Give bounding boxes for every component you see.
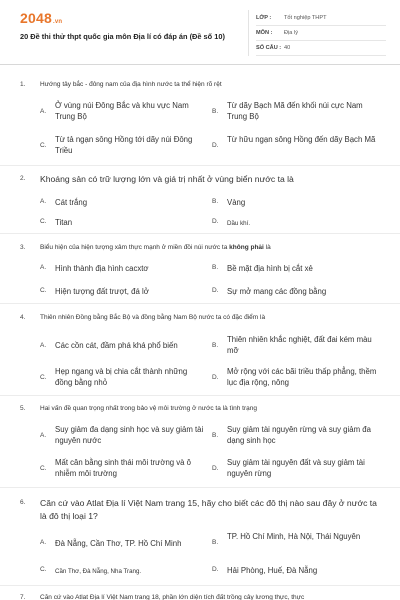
option-letter: A. (40, 342, 47, 349)
option-letter: C. (40, 465, 47, 472)
question-divider (0, 303, 400, 304)
option-text: Hình thành địa hình cacxtơ (55, 264, 149, 273)
question-text: Thiên nhiên Đồng bằng Bắc Bộ và đồng bằng Nam Bộ nước ta có đặc điểm là (40, 314, 266, 321)
option-text: Từ dãy Bạch Mã đến khối núi cực Nam Trung Bộ (227, 101, 363, 121)
header-divider (248, 10, 249, 56)
option-letter: D. (212, 465, 219, 472)
option-letter: D. (212, 287, 219, 294)
option-letter: A. (40, 432, 47, 439)
meta-subject-value: Địa lý (284, 30, 298, 36)
option-text: Từ tả ngạn sông Hồng tới dãy núi Đông Triều (55, 135, 193, 155)
option-letter: D. (212, 142, 219, 149)
question-number: 6. (20, 499, 26, 506)
question-text: Hai vấn đề quan trọng nhất trong bảo vệ môi trường ở nước ta là tình trạng (40, 405, 257, 412)
option-text: Hẹp ngang và bị chia cắt thành những đồng bằng nhỏ (55, 367, 188, 387)
option-letter: C. (40, 218, 47, 225)
option-letter: B. (212, 539, 219, 546)
option-text: Cần Thơ, Đà Nẵng, Nha Trang. (55, 568, 142, 575)
meta-grade (256, 12, 386, 26)
option-letter: D. (212, 218, 219, 225)
option-text: Đà Nẵng, Cần Thơ, TP. Hồ Chí Minh (55, 539, 182, 548)
option-letter: A. (40, 198, 47, 205)
question-number: 1. (20, 81, 26, 88)
question-divider (0, 233, 400, 234)
meta-question-count-key: SỐ CÂU : (256, 45, 282, 51)
option-text: Vàng (227, 198, 246, 207)
question-number: 4. (20, 314, 26, 321)
option-text: Titan (55, 218, 73, 227)
meta-grade-key: LỚP : (256, 15, 272, 21)
question-text: Căn cứ vào Atlat Địa lí Việt Nam trang 15, hãy cho biết các đô thị nào sau đây ở nước ta là đô thị loại 1? (40, 498, 377, 521)
question-divider (0, 395, 400, 396)
header (0, 0, 400, 62)
question-number: 7. (20, 594, 26, 600)
option-text: Mở rộng với các bãi triều thấp phẳng, thềm lục địa rộng, nông (227, 367, 377, 387)
question-text: Hướng tây bắc - đông nam của địa hình nước ta thể hiện rõ rệt (40, 81, 222, 88)
option-text: Cát trắng (55, 198, 88, 207)
meta-grade-value: Tốt nghiệp THPT (284, 15, 327, 21)
option-text: Từ hữu ngạn sông Hồng đến dãy Bạch Mã (227, 135, 376, 144)
option-letter: A. (40, 539, 47, 546)
option-letter: B. (212, 342, 219, 349)
option-letter: A. (40, 264, 47, 271)
option-text: Bề mặt địa hình bị cắt xẻ (227, 264, 313, 273)
question-divider (0, 487, 400, 488)
option-letter: C. (40, 566, 47, 573)
question-number: 5. (20, 405, 26, 412)
option-text: Ở vùng núi Đông Bắc và khu vực Nam Trung Bộ (55, 101, 189, 121)
question-number: 2. (20, 175, 26, 182)
option-text: Dầu khí. (227, 220, 251, 227)
question-text-emphasis: không phải (229, 244, 264, 251)
option-text: Sự mở mang các đồng bằng (227, 287, 327, 296)
option-letter: C. (40, 287, 47, 294)
question-text: Căn cứ vào Atlat Địa lí Việt Nam trang 18, phần lớn diện tích đất trồng cây lương thực, thực (40, 594, 305, 600)
option-letter: B. (212, 432, 219, 439)
question-text (40, 243, 385, 253)
question-number: 3. (20, 244, 26, 251)
option-text: Hải Phòng, Huế, Đà Nẵng (227, 566, 318, 575)
option-text: Suy giảm đa dạng sinh học và suy giảm tài nguyên nước (55, 425, 204, 445)
meta-question-count (256, 42, 386, 56)
question-divider (0, 165, 400, 166)
meta-question-count-value: 40 (284, 45, 291, 51)
question-text: Khoáng sản có trữ lượng lớn và giá trị nhất ở vùng biển nước ta là (40, 174, 294, 184)
question-text-main: Biểu hiện của hiện tượng xâm thực mạnh ở miền đồi núi nước ta (40, 244, 228, 251)
meta-subject (256, 27, 386, 41)
site-logo[interactable]: 2048.vn (20, 10, 63, 26)
option-letter: B. (212, 198, 219, 205)
option-text: Các cồn cát, đầm phá khá phổ biến (55, 341, 178, 350)
option-letter: C. (40, 374, 47, 381)
option-text: Mất cân bằng sinh thái môi trường và ô nhiễm môi trường (55, 458, 192, 478)
option-text: Suy giảm tài nguyên đất và suy giảm tài nguyên rừng (227, 458, 365, 478)
option-text: TP. Hồ Chí Minh, Hà Nội, Thái Nguyên (227, 532, 361, 541)
header-rule (0, 64, 400, 65)
option-text: Hiện tượng đất trượt, đá lở (55, 287, 149, 296)
question-divider (0, 585, 400, 586)
option-letter: A. (40, 108, 47, 115)
option-letter: B. (212, 108, 219, 115)
option-letter: D. (212, 374, 219, 381)
option-letter: D. (212, 566, 219, 573)
question-text-end: là (263, 244, 271, 251)
option-letter: C. (40, 142, 47, 149)
meta-subject-key: MÔN : (256, 30, 273, 36)
option-text: Thiên nhiên khắc nghiệt, đất đai kém màu mỡ (227, 335, 372, 355)
option-text: Suy giảm tài nguyên rừng và suy giảm đa dạng sinh học (227, 425, 371, 445)
document-title: 20 Đề thi thử thpt quốc gia môn Địa lí có đáp án (Đề số 10) (20, 32, 225, 41)
option-letter: B. (212, 264, 219, 271)
